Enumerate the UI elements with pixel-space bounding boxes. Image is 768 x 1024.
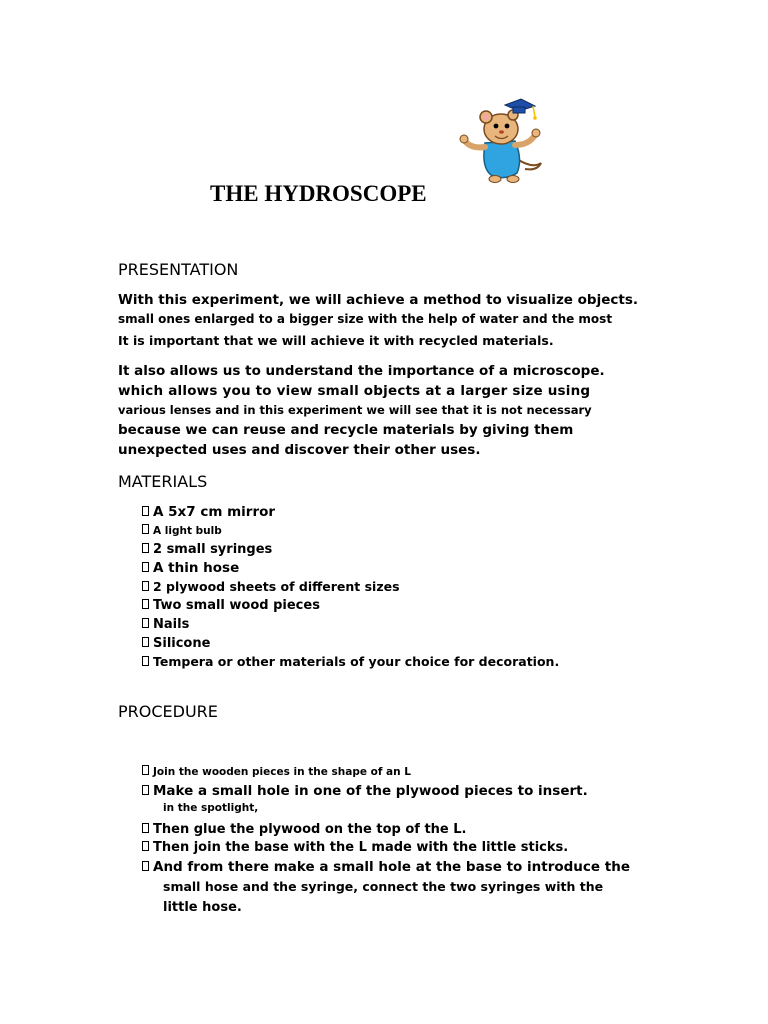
list-item-continuation (163, 802, 258, 814)
list-item-text: small hose and the syringe, connect the two syringes with the (163, 879, 604, 894)
bullet-box-icon (142, 599, 149, 609)
list-item (142, 840, 568, 855)
list-item-text: Make a small hole in one of the plywood pieces to insert. (153, 783, 588, 799)
document-title: THE HYDROSCOPE (210, 181, 427, 206)
bullet-box-icon (142, 581, 149, 591)
list-item-text: Silicone (153, 636, 211, 651)
bullet-box-icon (142, 785, 149, 795)
list-item-text: 2 small syringes (153, 542, 273, 557)
bullet-box-icon (142, 524, 149, 534)
list-item (142, 654, 559, 669)
list-item-text: little hose. (163, 900, 242, 915)
bullet-box-icon (142, 823, 149, 833)
list-item-continuation (163, 879, 603, 894)
list-item (142, 524, 222, 537)
list-item-text: Tempera or other materials of your choice for decoration. (153, 654, 560, 669)
presentation-line: because we can reuse and recycle materials by giving them (118, 422, 574, 438)
bullet-box-icon (142, 506, 149, 516)
bullet-box-icon (142, 637, 149, 647)
presentation-line: which allows you to view small objects at a larger size using (118, 383, 591, 399)
list-item (142, 859, 630, 875)
bullet-box-icon (142, 656, 149, 666)
list-item-text: in the spotlight, (163, 802, 259, 814)
list-item (142, 504, 275, 520)
presentation-line: With this experiment, we will achieve a method to visualize objects. (118, 292, 638, 308)
list-item-text: A 5x7 cm mirror (153, 504, 276, 520)
bullet-box-icon (142, 765, 149, 775)
list-item (142, 783, 588, 799)
materials-heading: MATERIALS (118, 472, 208, 491)
list-item-text: Nails (153, 617, 190, 632)
bullet-box-icon (142, 841, 149, 851)
list-item (142, 765, 411, 778)
presentation-line: unexpected uses and discover their other uses. (118, 442, 481, 458)
list-item-continuation (163, 900, 242, 915)
list-item (142, 579, 400, 594)
list-item (142, 598, 320, 613)
bullet-box-icon (142, 562, 149, 572)
bullet-box-icon (142, 543, 149, 553)
procedure-heading: PROCEDURE (118, 702, 218, 721)
list-item-text: A thin hose (153, 560, 240, 576)
list-item (142, 542, 272, 557)
bullet-box-icon (142, 861, 149, 871)
hamster-graduate-illustration (455, 97, 550, 189)
presentation-line: It also allows us to understand the importance of a microscope. (118, 363, 605, 379)
list-item-text: 2 plywood sheets of different sizes (153, 579, 400, 594)
list-item (142, 636, 210, 651)
list-item (142, 822, 466, 837)
list-item-text: Join the wooden pieces in the shape of an L (153, 766, 411, 778)
list-item (142, 560, 239, 576)
bullet-box-icon (142, 618, 149, 628)
presentation-line: small ones enlarged to a bigger size with the help of water and the most (118, 312, 613, 326)
list-item-text: Then join the base with the L made with the little sticks. (153, 840, 569, 855)
presentation-heading: PRESENTATION (118, 260, 239, 279)
list-item-text: And from there make a small hole at the base to introduce the (153, 859, 630, 875)
list-item (142, 617, 189, 632)
presentation-line: It is important that we will achieve it with recycled materials. (118, 333, 554, 348)
list-item-text: Two small wood pieces (153, 598, 320, 613)
list-item-text: Then glue the plywood on the top of the L. (153, 822, 467, 837)
list-item-text: A light bulb (153, 525, 222, 537)
presentation-line: various lenses and in this experiment we will see that it is not necessary (118, 403, 592, 417)
